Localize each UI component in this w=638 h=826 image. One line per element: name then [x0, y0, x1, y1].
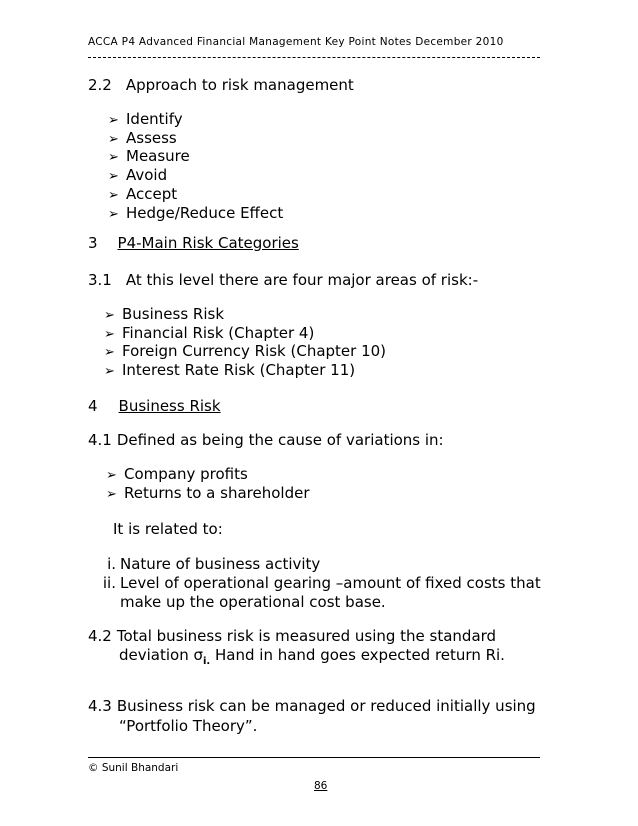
list-item: ➢ Hedge/Reduce Effect — [108, 203, 284, 222]
list-item: ➢ Company profits — [106, 465, 248, 483]
page-header-title: ACCA P4 Advanced Financial Management Key Point Notes December 2010 — [88, 36, 504, 48]
list-item: ➢ Measure — [108, 147, 190, 166]
arrowhead-bullet-icon: ➢ — [104, 326, 115, 342]
arrowhead-bullet-icon: ➢ — [106, 486, 117, 502]
arrowhead-bullet-icon: ➢ — [104, 308, 115, 323]
header-divider — [88, 57, 540, 58]
section-title: Business Risk — [118, 397, 221, 415]
related-intro: It is related to: — [113, 520, 223, 538]
list-item: ➢ Foreign Currency Risk (Chapter 10) — [104, 342, 387, 361]
section-number: 4.3 — [88, 697, 112, 715]
section-3-1-bullet-list — [104, 306, 386, 381]
section-3-1-text: 3.1 At this level there are four major areas of risk:- — [88, 271, 479, 289]
section-4-1-text: 4.1 Defined as being the cause of variations in: — [88, 431, 444, 449]
section-number: 4 — [88, 397, 98, 415]
footer-author: © Sunil Bhandari — [88, 762, 179, 774]
section-number: 3.1 — [88, 271, 112, 289]
list-item: ➢ Identify — [108, 110, 183, 128]
section-4-3-text-continued: “Portfolio Theory”. — [119, 717, 258, 735]
section-3-heading — [88, 234, 299, 252]
arrowhead-bullet-icon: ➢ — [108, 131, 119, 147]
section-title: Approach to risk management — [125, 76, 354, 94]
section-number: 4.2 — [88, 627, 112, 645]
section-title: P4-Main Risk Categories — [117, 234, 299, 252]
section-number: 3 — [88, 234, 98, 252]
arrowhead-bullet-icon: ➢ — [108, 113, 119, 128]
list-item: ➢ Interest Rate Risk (Chapter 11) — [104, 361, 356, 380]
arrowhead-bullet-icon: ➢ — [108, 187, 119, 203]
section-4-2-text: 4.2 Total business risk is measured using the standard — [88, 627, 497, 645]
section-number: 2.2 — [88, 76, 112, 94]
list-item-continuation: make up the operational cost base. — [120, 593, 386, 611]
footer-divider — [88, 757, 540, 758]
section-4-1-bullet-list — [106, 466, 310, 503]
list-item: ii. Level of operational gearing –amount of fixed costs that — [94, 574, 541, 593]
page-number: 86 — [314, 780, 328, 792]
list-item: ➢ Financial Risk (Chapter 4) — [104, 323, 315, 342]
list-item: ➢ Assess — [108, 128, 177, 147]
list-item: ➢ Avoid — [108, 166, 168, 185]
section-4-heading — [88, 397, 221, 415]
list-item: i. Nature of business activity — [94, 555, 541, 574]
list-item: ➢ Returns to a shareholder — [106, 483, 310, 502]
arrowhead-bullet-icon: ➢ — [104, 364, 115, 380]
arrowhead-bullet-icon: ➢ — [108, 150, 119, 166]
arrowhead-bullet-icon: ➢ — [108, 169, 119, 185]
arrowhead-bullet-icon: ➢ — [106, 468, 117, 483]
section-4-3-text: 4.3 Business risk can be managed or reduced initially using — [88, 697, 536, 715]
arrowhead-bullet-icon: ➢ — [108, 206, 119, 222]
arrowhead-bullet-icon: ➢ — [104, 345, 115, 361]
section-2-2-bullet-list — [108, 111, 283, 223]
list-number: ii. — [102, 574, 116, 592]
list-item: ➢ Accept — [108, 184, 178, 203]
section-number: 4.1 — [88, 431, 112, 449]
section-2-2-heading — [88, 76, 354, 94]
related-items-list — [94, 555, 541, 612]
list-number: i. — [107, 555, 116, 573]
list-item: ➢ Business Risk — [104, 305, 225, 323]
section-4-2-text-continued: deviation $\sigma_{i.}$ Hand in hand goes expected return Ri. — [119, 646, 505, 667]
